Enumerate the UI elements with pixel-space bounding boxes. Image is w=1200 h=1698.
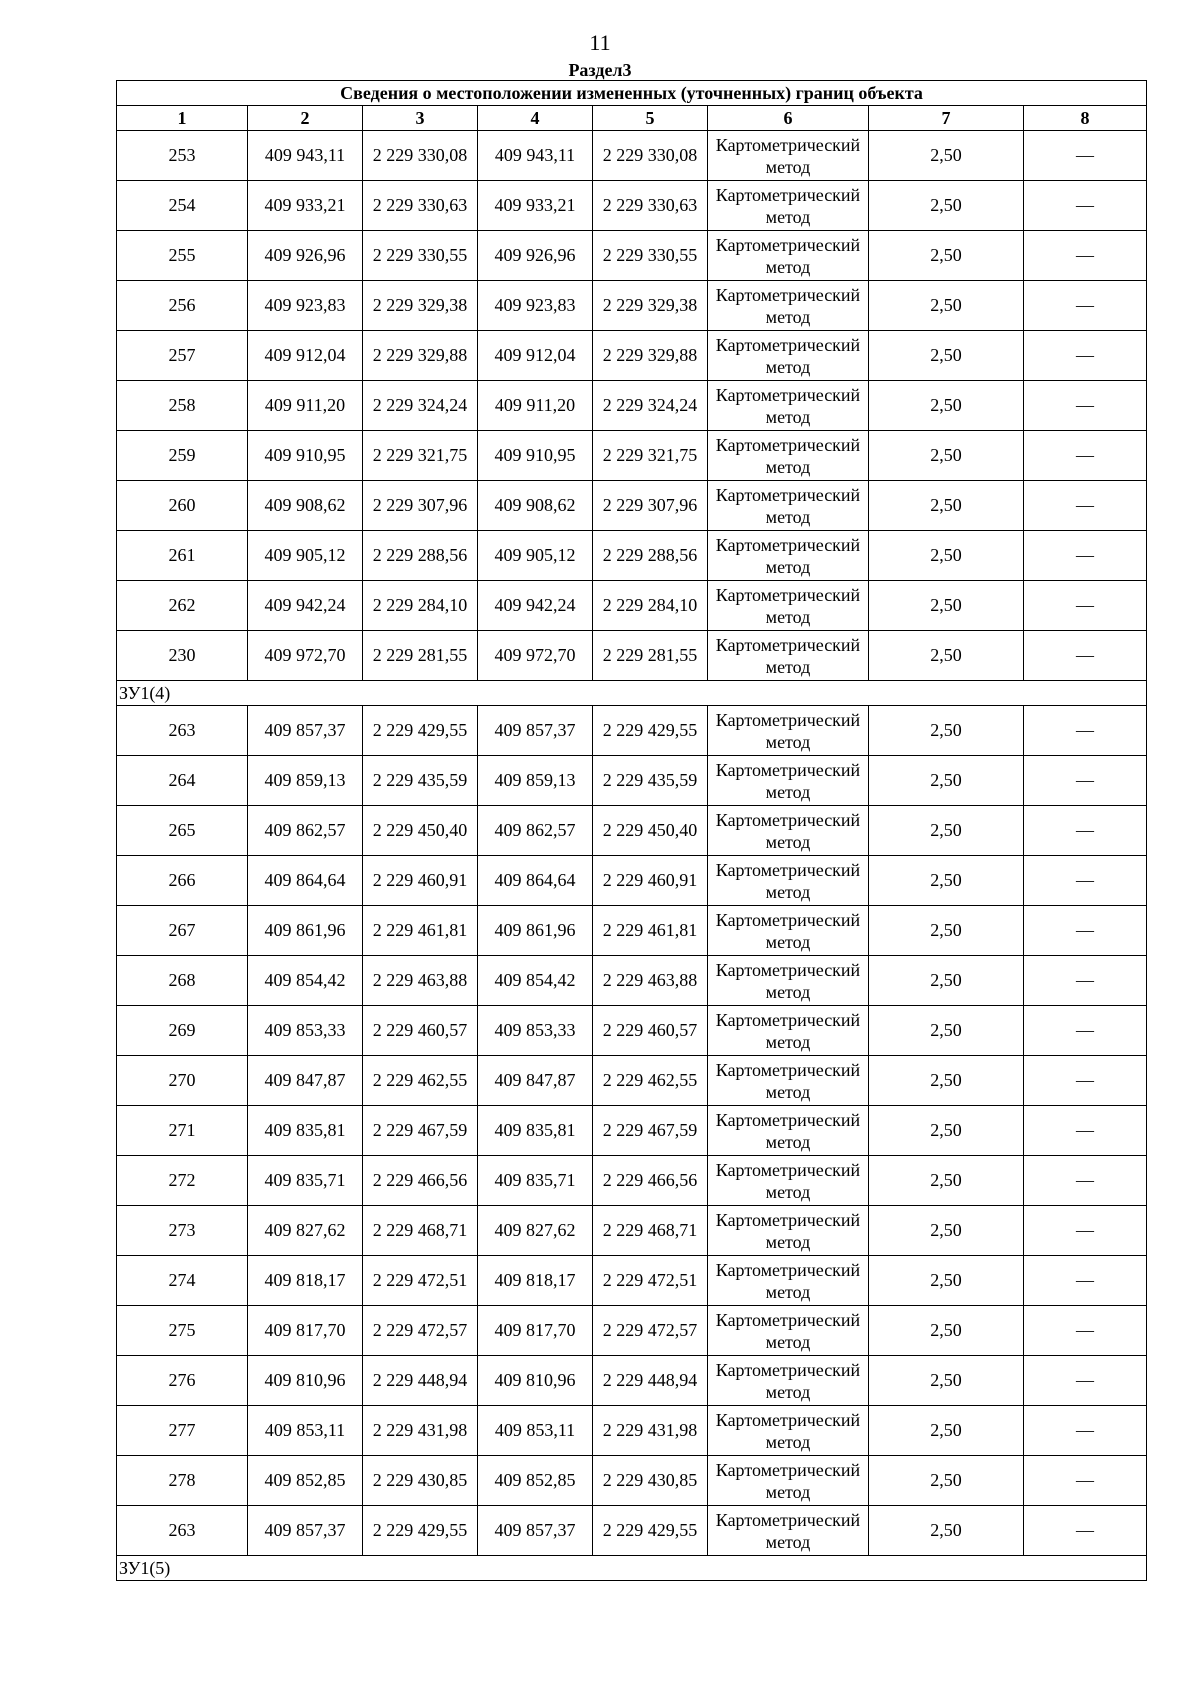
point-number: 264: [117, 756, 248, 806]
x-coordinate-new: 409 818,17: [478, 1256, 593, 1306]
table-row: [117, 1056, 1147, 1106]
accuracy: 2,50: [869, 1056, 1024, 1106]
column-number: 6: [708, 106, 869, 131]
x-coordinate-existing: 409 905,12: [248, 531, 363, 581]
determination-method: Картометрический метод: [708, 381, 869, 431]
point-description: —: [1024, 1106, 1147, 1156]
x-coordinate-new: 409 942,24: [478, 581, 593, 631]
column-number: 5: [593, 106, 708, 131]
y-coordinate-existing: 2 229 460,57: [363, 1006, 478, 1056]
x-coordinate-existing: 409 923,83: [248, 281, 363, 331]
point-description: —: [1024, 1156, 1147, 1206]
x-coordinate-new: 409 862,57: [478, 806, 593, 856]
x-coordinate-existing: 409 853,33: [248, 1006, 363, 1056]
determination-method: Картометрический метод: [708, 1206, 869, 1256]
point-description: —: [1024, 1206, 1147, 1256]
x-coordinate-existing: 409 854,42: [248, 956, 363, 1006]
accuracy: 2,50: [869, 856, 1024, 906]
point-description: —: [1024, 1306, 1147, 1356]
determination-method: Картометрический метод: [708, 956, 869, 1006]
table-row: [117, 481, 1147, 531]
determination-method: Картометрический метод: [708, 856, 869, 906]
determination-method: Картометрический метод: [708, 906, 869, 956]
point-number: 257: [117, 331, 248, 381]
y-coordinate-existing: 2 229 321,75: [363, 431, 478, 481]
y-coordinate-existing: 2 229 472,51: [363, 1256, 478, 1306]
point-number: 230: [117, 631, 248, 681]
y-coordinate-new: 2 229 329,88: [593, 331, 708, 381]
boundary-coordinates-table: [116, 80, 1147, 1581]
table-row: [117, 381, 1147, 431]
point-description: —: [1024, 1006, 1147, 1056]
determination-method: Картометрический метод: [708, 1056, 869, 1106]
y-coordinate-existing: 2 229 450,40: [363, 806, 478, 856]
x-coordinate-existing: 409 857,37: [248, 706, 363, 756]
x-coordinate-existing: 409 827,62: [248, 1206, 363, 1256]
accuracy: 2,50: [869, 1356, 1024, 1406]
point-description: —: [1024, 381, 1147, 431]
y-coordinate-new: 2 229 324,24: [593, 381, 708, 431]
accuracy: 2,50: [869, 131, 1024, 181]
x-coordinate-existing: 409 817,70: [248, 1306, 363, 1356]
x-coordinate-existing: 409 861,96: [248, 906, 363, 956]
point-description: —: [1024, 631, 1147, 681]
point-number: 254: [117, 181, 248, 231]
point-number: 268: [117, 956, 248, 1006]
accuracy: 2,50: [869, 231, 1024, 281]
y-coordinate-new: 2 229 460,91: [593, 856, 708, 906]
y-coordinate-new: 2 229 461,81: [593, 906, 708, 956]
x-coordinate-new: 409 933,21: [478, 181, 593, 231]
y-coordinate-existing: 2 229 462,55: [363, 1056, 478, 1106]
y-coordinate-existing: 2 229 435,59: [363, 756, 478, 806]
x-coordinate-new: 409 835,81: [478, 1106, 593, 1156]
y-coordinate-new: 2 229 430,85: [593, 1456, 708, 1506]
point-description: —: [1024, 481, 1147, 531]
x-coordinate-new: 409 905,12: [478, 531, 593, 581]
accuracy: 2,50: [869, 181, 1024, 231]
determination-method: Картометрический метод: [708, 706, 869, 756]
table-row: [117, 1106, 1147, 1156]
determination-method: Картометрический метод: [708, 806, 869, 856]
accuracy: 2,50: [869, 431, 1024, 481]
point-number: 255: [117, 231, 248, 281]
determination-method: Картометрический метод: [708, 181, 869, 231]
x-coordinate-existing: 409 864,64: [248, 856, 363, 906]
table-row: [117, 131, 1147, 181]
y-coordinate-existing: 2 229 431,98: [363, 1406, 478, 1456]
y-coordinate-existing: 2 229 329,88: [363, 331, 478, 381]
y-coordinate-new: 2 229 448,94: [593, 1356, 708, 1406]
x-coordinate-existing: 409 911,20: [248, 381, 363, 431]
point-description: —: [1024, 231, 1147, 281]
table-row: [117, 806, 1147, 856]
group-header-row: [117, 681, 1147, 706]
point-number: 263: [117, 1506, 248, 1556]
accuracy: 2,50: [869, 531, 1024, 581]
x-coordinate-new: 409 861,96: [478, 906, 593, 956]
point-description: —: [1024, 806, 1147, 856]
determination-method: Картометрический метод: [708, 1356, 869, 1406]
x-coordinate-new: 409 908,62: [478, 481, 593, 531]
point-description: —: [1024, 1056, 1147, 1106]
point-description: —: [1024, 1406, 1147, 1456]
y-coordinate-new: 2 229 330,63: [593, 181, 708, 231]
column-number: 1: [117, 106, 248, 131]
table-row: [117, 331, 1147, 381]
column-number: 4: [478, 106, 593, 131]
y-coordinate-existing: 2 229 463,88: [363, 956, 478, 1006]
y-coordinate-new: 2 229 467,59: [593, 1106, 708, 1156]
point-number: 267: [117, 906, 248, 956]
x-coordinate-existing: 409 972,70: [248, 631, 363, 681]
accuracy: 2,50: [869, 1106, 1024, 1156]
y-coordinate-existing: 2 229 430,85: [363, 1456, 478, 1506]
determination-method: Картометрический метод: [708, 481, 869, 531]
group-label: ЗУ1(5): [117, 1556, 1147, 1581]
point-number: 269: [117, 1006, 248, 1056]
table-row: [117, 281, 1147, 331]
point-description: —: [1024, 1256, 1147, 1306]
y-coordinate-existing: 2 229 307,96: [363, 481, 478, 531]
point-number: 273: [117, 1206, 248, 1256]
table-row: [117, 1306, 1147, 1356]
x-coordinate-existing: 409 933,21: [248, 181, 363, 231]
x-coordinate-existing: 409 835,81: [248, 1106, 363, 1156]
accuracy: 2,50: [869, 1256, 1024, 1306]
point-number: 258: [117, 381, 248, 431]
y-coordinate-existing: 2 229 448,94: [363, 1356, 478, 1406]
section-title: Раздел3: [568, 60, 632, 80]
y-coordinate-new: 2 229 450,40: [593, 806, 708, 856]
point-description: —: [1024, 756, 1147, 806]
point-number: 256: [117, 281, 248, 331]
point-number: 261: [117, 531, 248, 581]
table-body: [117, 131, 1147, 1581]
determination-method: Картометрический метод: [708, 1006, 869, 1056]
table-row: [117, 1206, 1147, 1256]
accuracy: 2,50: [869, 281, 1024, 331]
point-number: 266: [117, 856, 248, 906]
y-coordinate-new: 2 229 321,75: [593, 431, 708, 481]
column-number: 2: [248, 106, 363, 131]
determination-method: Картометрический метод: [708, 1506, 869, 1556]
point-number: 274: [117, 1256, 248, 1306]
y-coordinate-existing: 2 229 330,55: [363, 231, 478, 281]
table-row: [117, 181, 1147, 231]
point-number: 263: [117, 706, 248, 756]
x-coordinate-existing: 409 862,57: [248, 806, 363, 856]
group-label: ЗУ1(4): [117, 681, 1147, 706]
determination-method: Картометрический метод: [708, 281, 869, 331]
column-number-row: [117, 106, 1147, 131]
y-coordinate-new: 2 229 435,59: [593, 756, 708, 806]
x-coordinate-existing: 409 847,87: [248, 1056, 363, 1106]
x-coordinate-new: 409 854,42: [478, 956, 593, 1006]
x-coordinate-new: 409 827,62: [478, 1206, 593, 1256]
y-coordinate-existing: 2 229 330,63: [363, 181, 478, 231]
determination-method: Картометрический метод: [708, 581, 869, 631]
accuracy: 2,50: [869, 806, 1024, 856]
point-description: —: [1024, 906, 1147, 956]
table-row: [117, 856, 1147, 906]
determination-method: Картометрический метод: [708, 631, 869, 681]
point-number: 278: [117, 1456, 248, 1506]
point-number: 276: [117, 1356, 248, 1406]
x-coordinate-new: 409 852,85: [478, 1456, 593, 1506]
point-description: —: [1024, 431, 1147, 481]
x-coordinate-existing: 409 810,96: [248, 1356, 363, 1406]
y-coordinate-new: 2 229 429,55: [593, 706, 708, 756]
x-coordinate-new: 409 810,96: [478, 1356, 593, 1406]
y-coordinate-existing: 2 229 281,55: [363, 631, 478, 681]
y-coordinate-existing: 2 229 324,24: [363, 381, 478, 431]
x-coordinate-existing: 409 912,04: [248, 331, 363, 381]
y-coordinate-existing: 2 229 330,08: [363, 131, 478, 181]
determination-method: Картометрический метод: [708, 1406, 869, 1456]
determination-method: Картометрический метод: [708, 231, 869, 281]
table-title-row: [117, 81, 1147, 106]
x-coordinate-new: 409 910,95: [478, 431, 593, 481]
column-number: 7: [869, 106, 1024, 131]
y-coordinate-new: 2 229 330,55: [593, 231, 708, 281]
x-coordinate-new: 409 859,13: [478, 756, 593, 806]
point-number: 260: [117, 481, 248, 531]
table-row: [117, 1406, 1147, 1456]
point-description: —: [1024, 531, 1147, 581]
point-description: —: [1024, 181, 1147, 231]
x-coordinate-new: 409 912,04: [478, 331, 593, 381]
determination-method: Картометрический метод: [708, 1456, 869, 1506]
point-description: —: [1024, 706, 1147, 756]
point-description: —: [1024, 331, 1147, 381]
x-coordinate-existing: 409 853,11: [248, 1406, 363, 1456]
column-number: 3: [363, 106, 478, 131]
y-coordinate-new: 2 229 307,96: [593, 481, 708, 531]
table-row: [117, 1006, 1147, 1056]
x-coordinate-existing: 409 835,71: [248, 1156, 363, 1206]
y-coordinate-new: 2 229 429,55: [593, 1506, 708, 1556]
table-row: [117, 531, 1147, 581]
y-coordinate-existing: 2 229 329,38: [363, 281, 478, 331]
y-coordinate-new: 2 229 472,51: [593, 1256, 708, 1306]
x-coordinate-existing: 409 910,95: [248, 431, 363, 481]
accuracy: 2,50: [869, 756, 1024, 806]
point-description: —: [1024, 1506, 1147, 1556]
point-description: —: [1024, 581, 1147, 631]
x-coordinate-new: 409 972,70: [478, 631, 593, 681]
accuracy: 2,50: [869, 706, 1024, 756]
y-coordinate-new: 2 229 466,56: [593, 1156, 708, 1206]
determination-method: Картометрический метод: [708, 1106, 869, 1156]
y-coordinate-existing: 2 229 461,81: [363, 906, 478, 956]
column-number: 8: [1024, 106, 1147, 131]
accuracy: 2,50: [869, 1006, 1024, 1056]
determination-method: Картометрический метод: [708, 331, 869, 381]
x-coordinate-new: 409 923,83: [478, 281, 593, 331]
accuracy: 2,50: [869, 331, 1024, 381]
accuracy: 2,50: [869, 1456, 1024, 1506]
x-coordinate-new: 409 943,11: [478, 131, 593, 181]
point-number: 262: [117, 581, 248, 631]
y-coordinate-new: 2 229 462,55: [593, 1056, 708, 1106]
table-row: [117, 1256, 1147, 1306]
table-row: [117, 1506, 1147, 1556]
accuracy: 2,50: [869, 481, 1024, 531]
determination-method: Картометрический метод: [708, 1306, 869, 1356]
y-coordinate-new: 2 229 463,88: [593, 956, 708, 1006]
x-coordinate-existing: 409 857,37: [248, 1506, 363, 1556]
point-number: 265: [117, 806, 248, 856]
x-coordinate-new: 409 817,70: [478, 1306, 593, 1356]
point-description: —: [1024, 1456, 1147, 1506]
accuracy: 2,50: [869, 631, 1024, 681]
table-row: [117, 906, 1147, 956]
y-coordinate-new: 2 229 281,55: [593, 631, 708, 681]
y-coordinate-existing: 2 229 429,55: [363, 706, 478, 756]
determination-method: Картометрический метод: [708, 431, 869, 481]
x-coordinate-new: 409 857,37: [478, 1506, 593, 1556]
table-row: [117, 956, 1147, 1006]
accuracy: 2,50: [869, 1156, 1024, 1206]
accuracy: 2,50: [869, 381, 1024, 431]
page-number: 11: [589, 30, 611, 55]
determination-method: Картометрический метод: [708, 131, 869, 181]
x-coordinate-new: 409 847,87: [478, 1056, 593, 1106]
accuracy: 2,50: [869, 1406, 1024, 1456]
y-coordinate-new: 2 229 431,98: [593, 1406, 708, 1456]
table-row: [117, 581, 1147, 631]
accuracy: 2,50: [869, 1506, 1024, 1556]
x-coordinate-existing: 409 852,85: [248, 1456, 363, 1506]
table-row: [117, 231, 1147, 281]
y-coordinate-new: 2 229 330,08: [593, 131, 708, 181]
x-coordinate-existing: 409 859,13: [248, 756, 363, 806]
table-row: [117, 1156, 1147, 1206]
x-coordinate-existing: 409 908,62: [248, 481, 363, 531]
point-description: —: [1024, 956, 1147, 1006]
x-coordinate-existing: 409 942,24: [248, 581, 363, 631]
determination-method: Картометрический метод: [708, 1256, 869, 1306]
x-coordinate-new: 409 853,11: [478, 1406, 593, 1456]
point-number: 275: [117, 1306, 248, 1356]
y-coordinate-new: 2 229 460,57: [593, 1006, 708, 1056]
determination-method: Картометрический метод: [708, 756, 869, 806]
determination-method: Картометрический метод: [708, 1156, 869, 1206]
point-number: 253: [117, 131, 248, 181]
table-row: [117, 1456, 1147, 1506]
table-row: [117, 706, 1147, 756]
group-header-row: [117, 1556, 1147, 1581]
point-number: 259: [117, 431, 248, 481]
point-description: —: [1024, 281, 1147, 331]
accuracy: 2,50: [869, 1306, 1024, 1356]
y-coordinate-existing: 2 229 467,59: [363, 1106, 478, 1156]
y-coordinate-existing: 2 229 472,57: [363, 1306, 478, 1356]
point-description: —: [1024, 131, 1147, 181]
point-number: 277: [117, 1406, 248, 1456]
y-coordinate-new: 2 229 284,10: [593, 581, 708, 631]
y-coordinate-existing: 2 229 468,71: [363, 1206, 478, 1256]
y-coordinate-existing: 2 229 284,10: [363, 581, 478, 631]
table-row: [117, 431, 1147, 481]
x-coordinate-existing: 409 818,17: [248, 1256, 363, 1306]
point-description: —: [1024, 1356, 1147, 1406]
table-row: [117, 756, 1147, 806]
x-coordinate-existing: 409 943,11: [248, 131, 363, 181]
accuracy: 2,50: [869, 956, 1024, 1006]
table-row: [117, 1356, 1147, 1406]
y-coordinate-new: 2 229 288,56: [593, 531, 708, 581]
x-coordinate-new: 409 835,71: [478, 1156, 593, 1206]
point-number: 270: [117, 1056, 248, 1106]
y-coordinate-new: 2 229 472,57: [593, 1306, 708, 1356]
table-row: [117, 631, 1147, 681]
point-number: 271: [117, 1106, 248, 1156]
y-coordinate-existing: 2 229 466,56: [363, 1156, 478, 1206]
accuracy: 2,50: [869, 581, 1024, 631]
x-coordinate-new: 409 864,64: [478, 856, 593, 906]
point-description: —: [1024, 856, 1147, 906]
y-coordinate-existing: 2 229 460,91: [363, 856, 478, 906]
point-number: 272: [117, 1156, 248, 1206]
y-coordinate-new: 2 229 329,38: [593, 281, 708, 331]
table-title: Сведения о местоположении измененных (уточненных) границ объекта: [117, 81, 1147, 106]
y-coordinate-new: 2 229 468,71: [593, 1206, 708, 1256]
x-coordinate-new: 409 857,37: [478, 706, 593, 756]
y-coordinate-existing: 2 229 429,55: [363, 1506, 478, 1556]
x-coordinate-existing: 409 926,96: [248, 231, 363, 281]
x-coordinate-new: 409 926,96: [478, 231, 593, 281]
determination-method: Картометрический метод: [708, 531, 869, 581]
accuracy: 2,50: [869, 1206, 1024, 1256]
x-coordinate-new: 409 911,20: [478, 381, 593, 431]
y-coordinate-existing: 2 229 288,56: [363, 531, 478, 581]
accuracy: 2,50: [869, 906, 1024, 956]
x-coordinate-new: 409 853,33: [478, 1006, 593, 1056]
